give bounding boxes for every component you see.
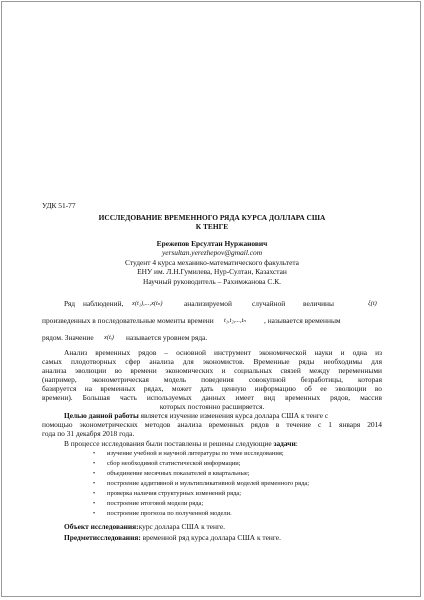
body-line: самых плодотворных сфер анализа для экономистов. Временные ряды необходимы для xyxy=(42,357,382,366)
title-line-2: К ТЕНГЕ xyxy=(195,222,229,231)
research-object-text: курс доллара США к тенге. xyxy=(138,522,226,531)
body-line: анализа эволюции во времени экономических и социальных связей между переменными xyxy=(42,366,382,375)
document-page xyxy=(1,1,421,597)
task-text: построение аддитивной и мультипликативной моделей временного ряда; xyxy=(107,480,310,487)
goal-line-1 xyxy=(64,411,328,420)
formula-random-variable: ξ(t) xyxy=(368,300,377,307)
goal-text: является изучение изменения курса доллара США к тенге с xyxy=(138,411,329,420)
intro-line-3a: рядом. Значение xyxy=(42,333,94,342)
intro-word: величины xyxy=(303,299,334,308)
author-affiliation-2: ЕНУ им. Л.Н.Гумилева, Нур-Султан, Казахстан xyxy=(137,267,287,276)
udc-code: УДК 51-77 xyxy=(42,201,76,210)
author-email[interactable]: yersultan.yerezhepov@gmail.com xyxy=(161,248,263,257)
intro-word: Ряд xyxy=(64,299,75,308)
goal-label: Целью данной работы xyxy=(64,411,139,420)
body-line: базируется на временных рядах, может дать ценную информацию об ее эволюции во xyxy=(42,384,382,393)
author-affiliation-1: Студент 4 курса механико-математического факультета xyxy=(125,258,299,267)
intro-word: анализируемой xyxy=(184,299,232,308)
page-content xyxy=(2,2,422,598)
body-line: Анализ временных рядов – основной инструмент экономической науки и одна из xyxy=(64,348,382,357)
task-text: построение прогноза по полученной модели. xyxy=(107,510,232,517)
intro-line-3b: называется уровнем ряда. xyxy=(126,333,208,342)
bullet-icon: • xyxy=(93,471,96,477)
goal-line-3: года по 31 декабря 2018 года. xyxy=(42,429,135,438)
bullet-icon: • xyxy=(93,491,96,497)
bullet-icon: • xyxy=(93,461,96,467)
intro-word: наблюдений, xyxy=(83,299,124,308)
tasks-colon: : xyxy=(295,439,298,448)
body-line: времени). Большая часть используемых данных имеет вид временных рядов, массив xyxy=(42,393,382,402)
task-text: объединение месячных показателей в квартальные; xyxy=(107,470,250,477)
intro-line-2b: , называется временным xyxy=(264,316,341,325)
tasks-intro-text: В процессе исследования были поставлены и решены следующие xyxy=(64,439,274,448)
research-subject-label: Предметисследования: xyxy=(64,533,141,542)
bullet-icon: • xyxy=(93,451,96,457)
tasks-intro xyxy=(64,439,298,448)
bullet-icon: • xyxy=(93,501,96,507)
task-text: проверка наличия структурных изменений ряда; xyxy=(107,490,242,497)
research-subject-text: временной ряд курса доллара США к тенге. xyxy=(140,533,281,542)
research-object-label: Объект исследования: xyxy=(64,522,139,531)
task-text: построение итоговой модели ряда; xyxy=(107,500,204,507)
author-name: Ережепов Ерсултан Нуржанович xyxy=(156,239,268,248)
task-text: сбор необходимой статистической информации; xyxy=(107,460,241,467)
intro-line-2a: произведенных в последовательные моменты времени xyxy=(42,316,214,325)
task-text: изучение учебной и научной литературы по теме исследования; xyxy=(107,450,284,457)
scientific-advisor: Научный руководитель – Рахимжанова С.К. xyxy=(142,277,281,286)
body-line-last: которых постоянно расширяется. xyxy=(159,402,265,411)
tasks-label: задачи xyxy=(273,439,296,448)
research-object xyxy=(64,522,225,531)
formula-time-moments: t₁,t₂,...,tₙ xyxy=(224,317,246,324)
formula-observations: x(t₁),...,x(tₙ) xyxy=(132,300,163,307)
intro-word: случайной xyxy=(252,299,286,308)
body-line: (например, эконометрическая модель поведения совокупной безработицы, которая xyxy=(42,375,382,384)
goal-line-2: помощью эконометрических методов анализа временных рядов в течение с 1 января 2014 xyxy=(42,420,382,429)
research-subject xyxy=(64,533,281,542)
title-line-1: ИССЛЕДОВАНИЕ ВРЕМЕННОГО РЯДА КУРСА ДОЛЛАРА США xyxy=(98,213,326,222)
bullet-icon: • xyxy=(93,481,96,487)
formula-level: x(tᵢ) xyxy=(104,334,114,341)
bullet-icon: • xyxy=(93,511,96,517)
